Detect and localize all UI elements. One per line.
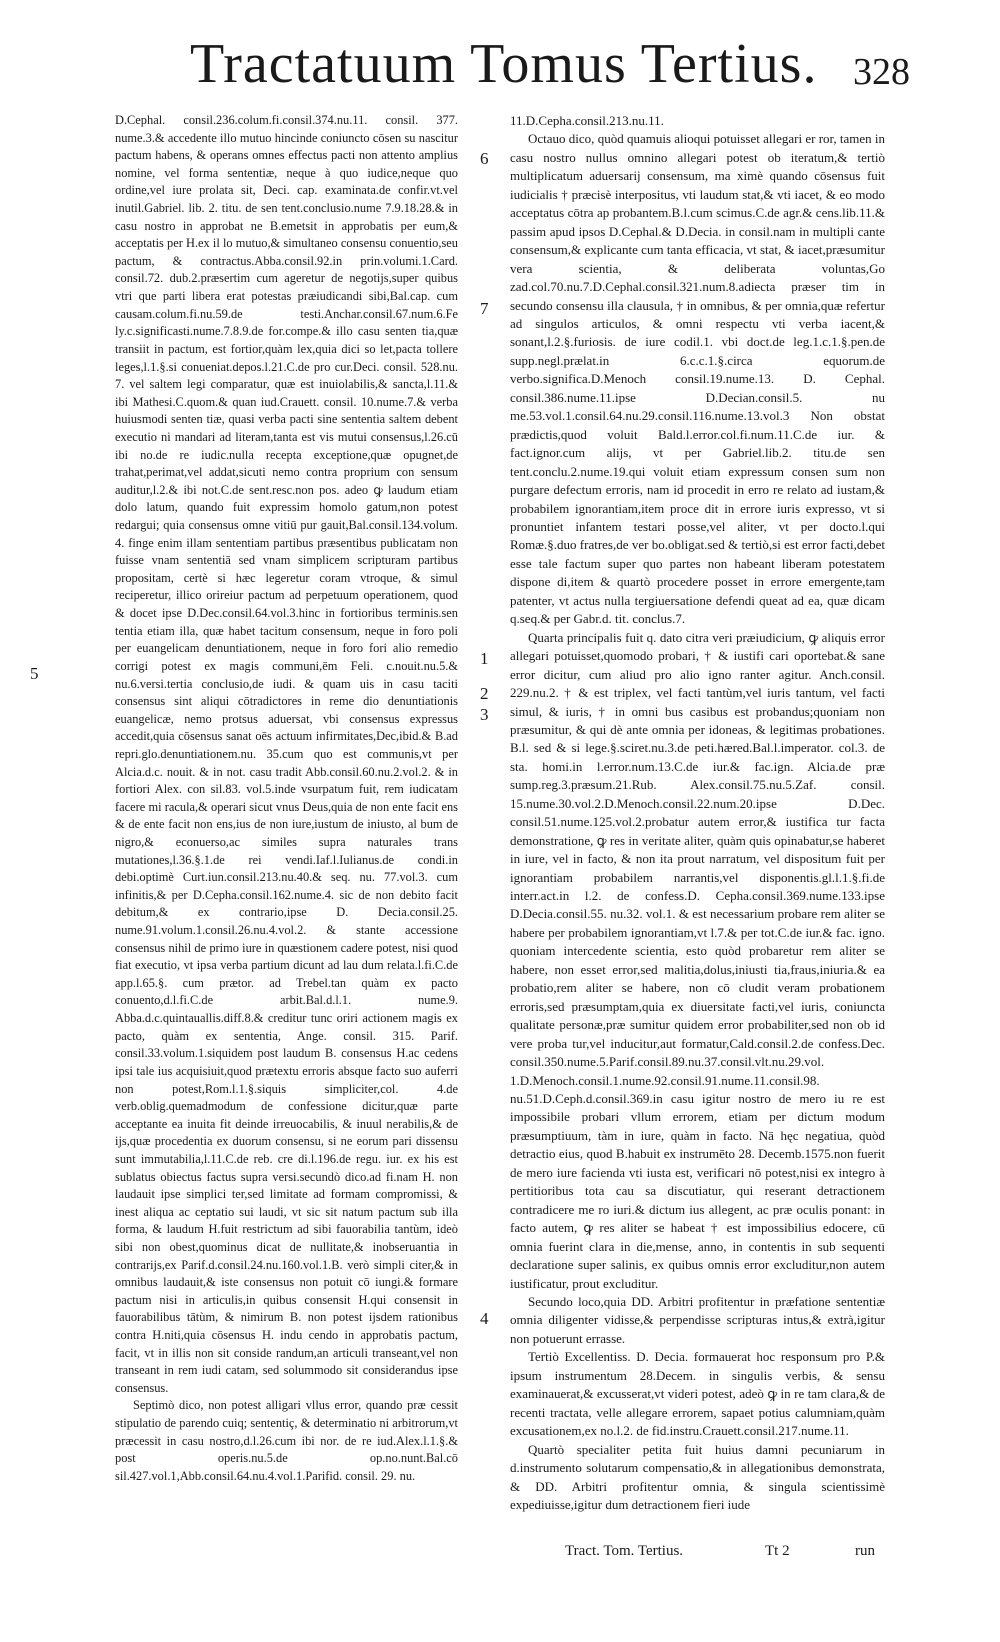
paragraph: Quarta principalis fuit q. dato citra veri præiudicium, ꝙ aliquis error allegari potuisset,quomodo probari, † & iustifi cari oportebat.& sane error dicitur, cum aliud pro alio igno ranter agitur. Anch.consil. 229.nu.2. † & est triplex, vel facti tantùm,vel iuris tantum, vel facti simul, & iuris, † in omni bus casibus est probandus;quoniam non præsumitur, & qui dè ante omnia per idoneas, & legitimas probationes. B.l. sed & si lege.§.sciret.nu.3.de peti.hæred.Bal.l.imperator. col.3. de sta. homi.in l.error.num.13.C.de iur.& fac.ign. Alcia.de præ sump.reg.3.præsum.21.Rub. Alex.consil.75.nu.5.Zaf. consil. 15.nume.30.vol.2.D.Menoch.consil.22.num.20.ipse D.Dec. consil.51.nume.125.vol.2.probatur autem error,& iustifica tur facta demonstratione, ꝙ res in veritate aliter, quàm quis opinabatur,se haberet in iure, vel in facto, & non ita prout narratum, vel dispositum fuit per ignorantiam probabilem narrantis,vel disponentis.gl.l.1.§.fi.de interr.act.in l.2. de confess.D. Cepha.consil.369.nume.133.ipse D.Decia.consil.55. nu.32. vol.1. & est necessarium probare rem aliter se habere per probabilem ignorantiam,vt l.7.& per tot.C.de iur.& fac. igno. quoniam intercedente scientia, esto quòd probaretur rem aliter se habere, non esset error,sed malitia,dolus,iniusti tia,fraus,iniuria.& ea probatio,rem aliter se habere, non cō cludit veram probationem erroris,sed præsumptam,quia ex diuersitate facti,vel iuris, coniuncta qualitate personæ,præ sumitur quidem error probabiliter,sed non ob id vere proba tur,vel inducitur,aut formatur,Cald.consil.2.de confess.Dec. consil.350.nume.5.Parif.consil.89.nu.37.consil.vlt.nu.29.vol. 1.D.Menoch.consil.1.nume.92.consil.91.nume.11.consil.98. nu.51.D.Ceph.d.consil.369.in casu igitur nostro de mero iu re est impossibile probari vllum errorem, etiam per dictum modum præsumptiuum, tàm in iure, quàm in facto. Nā hęc negatiua, quòd detractio eius, quod B.habuit ex instrumēto 28. Decemb.1575.non fuerit de mero iure facienda vti iusta est, verificari nō potest,nisi ex integro à pertitioribus tota cau sa discutiatur, qui reserant detractionem contradicere me ro iuri.& dictum ius allegent, ac præ oculis ponant: in facto autem, ꝙ res aliter se habeat † est impossibilius edocere, cū omnia fuerint clara in die,mense, anno, in contentis in sub sequenti declaratione super salinis, ex quibus omnis error excluditur,non autem iustificatur, prout excluditur. <box>510 629 885 1291</box>
paragraph: Quartò specialiter petita fuit huius damni pecuniarum in d.instrumento solutarum compensatio,& in allegationibus demonstrata, & DD. Arbitri profitentur omnia, & singula scientissimè expediuisse,igitur dum detractionem fieri iude <box>510 1441 885 1512</box>
paragraph: 11.D.Cepha.consil.213.nu.11. <box>510 113 664 128</box>
footer-running-title: Tract. Tom. Tertius. <box>565 1543 684 1559</box>
page-header <box>0 30 1000 100</box>
margin-note: 6 <box>480 149 489 168</box>
margin-note: 4 <box>480 1309 489 1328</box>
margin-note: 2 <box>480 684 489 703</box>
page-number: 328 <box>853 51 910 93</box>
margin-note: 5 <box>30 664 39 683</box>
paragraph: Secundo loco,quia DD. Arbitri profitentur in præfatione sententiæ omnia diligenter vidisse,& perpendisse scripturas intus,& extrà,igitur non potuerunt errasse. <box>510 1294 885 1346</box>
right-column <box>510 112 885 1514</box>
paragraph: Octauo dico, quòd quamuis alioqui potuisset allegari er ror, tamen in casu nostro nullus omnino allegari potest ob iteratum,& tertiò multiplicatum aduersarij consensum, ma ximè quando cōsensus fuit iudicialis † præcisè interpositus, vti laudum stat,& vti iacet, & eo modo acceptatus cōtra ap probantem.B.l.cum scimus.C.de agr.& cens.lib.11.& passim apud ipsos D.Cephal.& D.Decia. in consil.nam in multipli cante consensum,& explicante cum tanta efficacia, vt stat, & iacet,præsumitur vera scientia, & deliberata voluntas,Go zad.col.70.nu.7.D.Cephal.consil.321.num.8.adiecta præser tim in secundo consensu illa clausula, † in omnibus, & per omnia,quæ refertur ad singulos articulos, & omni respectu vti verba iacent,& sonant,l.2.§.furiosis. de iure codil.1. vbi doct.de leg.1.c.1.§.pen.de supp.negl.prælat.in 6.c.c.1.§.circa equorum.de verbo.significa.D.Menoch consil.19.nume.13. D. Cephal. consil.386.nume.11.ipse D.Decian.consil.5. nu me.53.vol.1.consil.64.nu.29.consil.116.nume.13.vol.3 Non obstat prædictis,quod voluit Bald.l.error.col.fi.num.11.C.de iur. & fact.ignor.cum alijs, vt per Gabriel.lib.2. titu.de sen tent.conclu.2.nume.19.qui voluit etiam expressum consen sum non purgare defectum erroris, nam id procedit in erro re relato ad iustam,& probabilem ignorantiam,item proce dit in errore iuris expresso, vt si pronuntiet infantem testari posse,vel aliter, vt per docto.l.qui Romæ.§.duo fratres,de ver bo.obligat.sed & tertiò,si est error facti,debet esse tale factum super quo partes non habeant liberam potestatem dispone di,item & quartò procedere posset in errore emergente,tam patenter, vt actus nulla tergiuersatione defendi queat ad ea, quæ dicam q.seq.& per Gabr.d. tit. conclus.7. <box>510 131 885 627</box>
margin-note: 1 <box>480 649 489 668</box>
paragraph: D.Cephal. consil.236.colum.fi.consil.374.nu.11. consil. 377. nume.3.& accedente illo mutuo hincinde coniuncto cōsen su nascitur pactum habens, & operans omnes effectus pacti non attento amplius nomine, vel forma sententiæ, neque à quo iudice,neque quo ordine,vel iure prolata sit, Deci. cap. examinata.de confir.vt.vel inutil.Gabriel. lib. 2. titu. de sen tent.conclusio.nume 7.9.18.28.& in casu nostro in approbat ne B.emetsit in approbatis per eum,& acceptatis per H.ex il lo mutuo,& simultaneo consensu conuentio,seu pactum, & contractus.Abba.consil.92.in prin.volumi.1.Card. consil.72. dub.2.præsertim cum ageretur de negotijs,super quibus vtri que parti libera erat potestas præiudicandi sibi,Bal.cap. cum causam.colum.fi.nu.59.de testi.Anchar.consil.67.num.6.Fe ly.c.significasti.nume.7.8.9.de for.compe.& illo casu senten tia,quæ transiit in pactum, est fortior,quàm lex,quia dici so let,pacta tollere leges,l.1.§.si conueniat.depos.l.21.C.de pro cur.Deci. consil. 528.nu. 7. vel saltem legi comparatur, quæ est inuiolabilis,& sancta,l.11.& ibi Mathesi.C.quom.& quan iud.Crauett. consil. 10.nume.7.& verba huiusmodi senten tiæ, quasi verba pacti sine sententia saltem debent executio ni mandari ad literam,tanta est vis mutui consensus,l.26.cū ibi no.de re iudic.nulla recepta exceptione,quæ opugnet,de trahat,perimat,vel addat,sicuti nemo contra proprium con sensum auditur,l.2.& ibi not.C.de sent.resc.non pos. adeo ꝙ laudum etiam dolo latum, quando fuit expressim homolo gatum,non potest redargui; quia consensus omne vitiū pur gauit,Bal.consil.134.volum. 4. finge enim illam sententiam partibus præsentibus publicatam non fuisse vnam sententiā sed vnam simplicem scripturam partibus propositam, certè si hæc legeretur coram vtroque, & simul reciperetur, illico orireiur pactum ad perpetuum operationem, quod & docet ipse D.Dec.consil.64.vol.3.hinc in fortioribus terminis.sen tentia etiam illa, quæ habet tacitum consensum, neque in foro poli per euangelicam denuntiationem, neque in foro fori alio remedio corrigi potest ex magis communi,ēm Feli. c.nouit.nu.5.& nu.6.versi.tertia conclusio,de iudi. & quam uis in casu taciti consensus sint aliqui cōtradictores in reme dio denuntiationis euangelicæ, nemo protsus aduersat, vbi consensus expressus accedit,quia cōsensus sanat oēs actuum infirmitates,Dec,ibid.& B.ad repri.glo.denuntiationem.nu. 35.cum quo est communis,vt per Alcia.d.c. nouit. & in not. casu tradit Abb.consil.60.nu.2.vol.2. & in fortiori Alex. con sil.83. vol.5.inde vsurpatum fuit, rem iudicatam facere mi racula,& operari sicut vnus Deus,quia de non ente facit ens & de ente facit non ens,ius de non iure,iustum de iniusto, al bum de nigro,& econuerso,ac similes supra naturales trans mutationes,l.36.§.1.de rei vendi.Iaf.l.Iulianus.de condi.in debi.optimè Curt.iun.consil.213.nu.40.& seq. nu. 77.vol.3. cum infinitis,& per D.Cepha.consil.162.nume.4. sic de non debito facit debitum,& ex contrario,ipse D. Decia.consil.25. nume.91.volum.1.consil.26.nu.4.vol.2. & stante accessione consensus nihil de primo iure in quæstionem cadere potest, nisi quod fiat executio, vt ipsa verba partium dicunt ad lau dum relata.l.fi.C.de app.l.65.§. cum prætor. ad Trebel.tan quàm ex pacto conuento,d.l.fi.C.de arbit.Bal.d.l.1. nume.9. Abba.d.c.quintauallis.diff.8.& creditur tunc oriri actionem magis ex pacto, quàm ex sententia, Ange. consil. 315. Parif. consil.33.volum.1.siquidem post laudum B. consensus H.ac cedens ipsi tale ius acquisiuit,quod prætextu erroris absque facto suo auferri non potest,Rom.l.1.§.siquis simpliciter,col. 4.de verb.oblig.quemadmodum de confessione dicitur,quæ parte acceptante ea inuita fit deinde irreuocabilis, & inuul nerabilis,& de ijs,quæ procedentia ex duorum consensu, si ne eorum pari dissensu sunt immutabilia,l.11.C.de reb. cre di.l.196.de regu. iur. ex his est sublatus obiectus factus supra versi.secundò dico.ad fi.nam H. non laudauit ipse simplici ter,sed limitate ad formam compromissi, & inest aliqua ac ceptatio sui laudi, vt sic sit natum pactum sub illa forma, & laudum H.fuit restrictum ad sibi fauorabilia tantùm, ideò sibi non obest,quominus dicat de nullitate,& inobseruantia in contrarijs,ex Parif.d.consil.24.nu.160.vol.1.B. verò simpli citer,& in omnibus laudauit,& iste consensus non potuit cō iungi.& formare pactum nisi in articulis,in quibus consensit H.qui consensit in fauorabilibus tātùm, & nimirum B. non potest ijsdem rationibus contra H.niti,quia cōsensus H. indu cendo in approbatis pactum, facit, vt in illis non sit conside randum,an articuli transeant,vel non transeant in rem iudi catam, sed solummodo sit considerandus ipse consensus. <box>115 113 458 1395</box>
left-column <box>115 112 458 1486</box>
signature-mark: Tt 2 <box>765 1543 790 1559</box>
margin-note: 3 <box>480 705 489 724</box>
margin-note: 7 <box>480 299 489 318</box>
paragraph: Tertiò Excellentiss. D. Decia. formauerat hoc responsum pro P.& ipsum instrumentum 28.Decem. in singulis verbis, & sensu examinauerat,& excusserat,vt videri potest, adeò ꝙ in re tam clara,& de recenti tractata, velle allegare errorem, sapaet potius calumniam,quàm excusationem,ex no.l.2. de fid.instru.Crauett.consil.217.nume.11. <box>510 1349 885 1439</box>
paragraph: Septimò dico, non potest alligari vllus error, quando præ cessit stipulatio de parendo cuiq; sententiç, & determinatio ni arbitrorum,vt præcessit in casu nostro,d.l.26.cum ibi nor. de re iud.Alex.l.1.§.& post operis.nu.5.de op.no.nunt.Bal.cō sil.427.vol.1,Abb.consil.64.nu.4.vol.1.Parifid. consil. 29. nu. <box>115 1398 458 1483</box>
page-footer <box>510 1540 885 1564</box>
catchword: run <box>855 1543 875 1559</box>
running-title: Tractatuum Tomus Tertius. <box>190 33 818 95</box>
